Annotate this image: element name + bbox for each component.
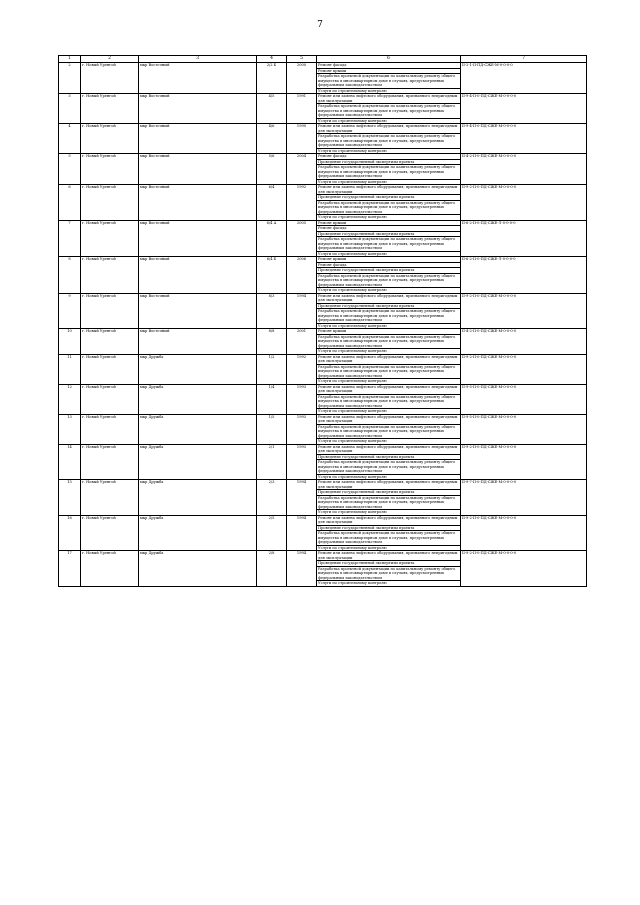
code-cell: II-9-5-II-0-ПД-СЖЕ-М-0-0-0-0 <box>461 384 587 414</box>
district-cell: мкр Дружба <box>139 384 257 414</box>
work-row <box>59 551 587 561</box>
work-type-cell: Ремонт или замена лифтового оборудования, признанного непригодным для эксплуатации <box>317 414 461 424</box>
city-cell: г. Новый Уренгой <box>81 220 139 257</box>
house-cell: 2/1 <box>257 444 287 480</box>
work-type-cell: Разработка проектной документации по капитальному ремонту общего имущества в многоквартирном доме в случаях, предусмотренных федеральным законодательством <box>317 424 461 439</box>
district-cell: мкр Восточный <box>139 293 257 329</box>
house-cell: 6/4 А <box>257 220 287 257</box>
row-number: 3 <box>59 94 81 124</box>
city-cell: г. Новый Уренгой <box>81 551 139 587</box>
work-row <box>59 220 587 226</box>
work-type-cell: Услуги по строительному контролю <box>317 288 461 294</box>
house-cell: 2/5 <box>257 515 287 551</box>
work-row <box>59 384 587 394</box>
district-cell: мкр Восточный <box>139 63 257 94</box>
code-cell: II-9-5-II-0-ПД-СЖЕ-М-0-0-0-0 <box>461 414 587 444</box>
work-type-cell: Проведение государственной экспертизы проекта <box>317 159 461 165</box>
work-type-cell: Услуги по строительному контролю <box>317 179 461 185</box>
work-row <box>59 515 587 525</box>
city-cell: г. Новый Уренгой <box>81 384 139 414</box>
row-number: 2 <box>59 63 81 94</box>
district-cell: мкр Дружба <box>139 480 257 516</box>
house-cell: 8/8 <box>257 329 287 355</box>
work-type-cell: Ремонт фасада <box>317 262 461 268</box>
district-cell: мкр Дружба <box>139 354 257 384</box>
work-type-cell: Ремонт или замена лифтового оборудования, признанного непригодным для эксплуатации <box>317 185 461 195</box>
header-cell: 7 <box>461 56 587 63</box>
row-number: 13 <box>59 414 81 444</box>
work-type-cell: Ремонт крыши <box>317 257 461 263</box>
work-type-cell: Проведение государственной экспертизы проекта <box>317 490 461 496</box>
row-number: 15 <box>59 480 81 516</box>
header-row <box>59 56 587 63</box>
work-type-cell: Разработка проектной документации по капитальному ремонту общего имущества в многоквартирном доме в случаях, предусмотренных федеральным законодательством <box>317 460 461 475</box>
house-cell: 4/5 <box>257 94 287 124</box>
repair-register-table <box>58 55 587 587</box>
house-cell: 2/3 <box>257 480 287 516</box>
code-cell: II-9-2-II-0-ПД-СЖЕ-М-0-0-0-0 <box>461 444 587 480</box>
work-type-cell: Ремонт или замена лифтового оборудования, признанного непригодным для эксплуатации <box>317 384 461 394</box>
header-cell: 1 <box>59 56 81 63</box>
year-cell: 2001 <box>287 329 317 355</box>
work-type-cell: Услуги по строительному контролю <box>317 148 461 154</box>
work-type-cell: Ремонт или замена лифтового оборудования, признанного непригодным для эксплуатации <box>317 293 461 303</box>
work-type-cell: Ремонт фасада <box>317 63 461 69</box>
work-row <box>59 329 587 335</box>
district-cell: мкр Дружба <box>139 444 257 480</box>
work-type-cell: Услуги по строительному контролю <box>317 510 461 516</box>
row-number: 16 <box>59 515 81 551</box>
district-cell: мкр Восточный <box>139 185 257 221</box>
work-type-cell: Разработка проектной документации по капитальному ремонту общего имущества в многоквартирном доме в случаях, предусмотренных федеральным законодательством <box>317 309 461 324</box>
work-type-cell: Ремонт или замена лифтового оборудования, признанного непригодным для эксплуатации <box>317 444 461 454</box>
work-row <box>59 354 587 364</box>
work-type-cell: Проведение государственной экспертизы проекта <box>317 561 461 567</box>
work-type-cell: Услуги по строительному контролю <box>317 88 461 94</box>
work-row <box>59 124 587 134</box>
year-cell: 2000 <box>287 63 317 94</box>
code-cell: II-9-4-II-0-ПД-СЖЕ-М-0-0-0-0 <box>461 94 587 124</box>
header-cell: 3 <box>139 56 257 63</box>
year-cell: 1993 <box>287 384 317 414</box>
house-cell: 4/6 <box>257 124 287 154</box>
work-type-cell: Разработка проектной документации по капитальному ремонту общего имущества в многоквартирном доме в случаях, предусмотренных федеральным законодательством <box>317 495 461 510</box>
code-cell: II-6-2-II-0-ПД-СЖЕ-Л-0-0-0-0 <box>461 257 587 294</box>
work-type-cell: Проведение государственной экспертизы проекта <box>317 268 461 274</box>
district-cell: мкр Восточный <box>139 329 257 355</box>
house-cell: 6/4 Б <box>257 257 287 294</box>
year-cell: 1990 <box>287 124 317 154</box>
work-type-cell: Ремонт крыши <box>317 329 461 335</box>
work-type-cell: Разработка проектной документации по капитальному ремонту общего имущества в многоквартирном доме в случаях, предусмотренных федеральным законодательством <box>317 200 461 215</box>
year-cell: 1994 <box>287 551 317 587</box>
house-cell: 1/4 <box>257 384 287 414</box>
work-type-cell: Разработка проектной документации по капитальному ремонту общего имущества в многоквартирном доме в случаях, предусмотренных федеральным законодательством <box>317 165 461 180</box>
house-cell: 2/8 <box>257 551 287 587</box>
row-number: 10 <box>59 329 81 355</box>
work-row <box>59 293 587 303</box>
house-cell: 1/5 <box>257 414 287 444</box>
year-cell: 1994 <box>287 293 317 329</box>
work-type-cell: Разработка проектной документации по капитальному ремонту общего имущества в многоквартирном доме в случаях, предусмотренных федеральным законодательством <box>317 394 461 409</box>
work-row <box>59 63 587 69</box>
work-type-cell: Проведение государственной экспертизы проекта <box>317 303 461 309</box>
work-type-cell: Услуги по строительному контролю <box>317 545 461 551</box>
work-type-cell: Ремонт крыши <box>317 220 461 226</box>
row-number: 11 <box>59 354 81 384</box>
city-cell: г. Новый Уренгой <box>81 480 139 516</box>
city-cell: г. Новый Уренгой <box>81 124 139 154</box>
year-cell: 1993 <box>287 414 317 444</box>
work-type-cell: Разработка проектной документации по капитальному ремонту общего имущества в многоквартирном доме в случаях, предусмотренных федеральным законодательством <box>317 237 461 252</box>
city-cell: г. Новый Уренгой <box>81 354 139 384</box>
house-cell: 5/6 <box>257 154 287 185</box>
work-type-cell: Разработка проектной документации по капитальному ремонту общего имущества в многоквартирном доме в случаях, предусмотренных федеральным законодательством <box>317 531 461 546</box>
work-type-cell: Услуги по строительному контролю <box>317 215 461 221</box>
district-cell: мкр Восточный <box>139 154 257 185</box>
row-number: 17 <box>59 551 81 587</box>
work-row <box>59 94 587 104</box>
work-type-cell: Разработка проектной документации по капитальному ремонту общего имущества в многоквартирном доме в случаях, предусмотренных федеральным законодательством <box>317 273 461 288</box>
district-cell: мкр Восточный <box>139 257 257 294</box>
work-type-cell: Ремонт или замена лифтового оборудования, признанного непригодным для эксплуатации <box>317 124 461 134</box>
table-body <box>59 56 587 587</box>
work-type-cell: Услуги по строительному контролю <box>317 581 461 587</box>
work-type-cell: Разработка проектной документации по капитальному ремонту общего имущества в многоквартирном доме в случаях, предусмотренных федеральным законодательством <box>317 74 461 89</box>
work-type-cell: Разработка проектной документации по капитальному ремонту общего имущества в многоквартирном доме в случаях, предусмотренных федеральным законодательством <box>317 566 461 581</box>
district-cell: мкр Дружба <box>139 551 257 587</box>
city-cell: г. Новый Уренгой <box>81 515 139 551</box>
header-cell: 4 <box>257 56 287 63</box>
work-type-cell: Ремонт или замена лифтового оборудования, признанного непригодным для эксплуатации <box>317 480 461 490</box>
year-cell: 1991 <box>287 94 317 124</box>
city-cell: г. Новый Уренгой <box>81 414 139 444</box>
year-cell: 1993 <box>287 444 317 480</box>
year-cell: 1994 <box>287 480 317 516</box>
city-cell: г. Новый Уренгой <box>81 444 139 480</box>
row-number: 4 <box>59 124 81 154</box>
row-number: 9 <box>59 293 81 329</box>
city-cell: г. Новый Уренгой <box>81 63 139 94</box>
work-type-cell: Услуги по строительному контролю <box>317 118 461 124</box>
header-cell: 2 <box>81 56 139 63</box>
work-row <box>59 154 587 160</box>
house-cell: 1/2 <box>257 354 287 384</box>
code-cell: II-9-2-II-0-ПД-СЖЕ-М-0-0-0-0 <box>461 293 587 329</box>
work-type-cell: Разработка проектной документации по капитальному ремонту общего имущества в многоквартирном доме в случаях, предусмотренных федеральным законодательством <box>317 334 461 349</box>
district-cell: мкр Дружба <box>139 414 257 444</box>
work-type-cell: Проведение государственной экспертизы проекта <box>317 525 461 531</box>
city-cell: г. Новый Уренгой <box>81 185 139 221</box>
house-cell: 8/3 <box>257 293 287 329</box>
row-number: 7 <box>59 220 81 257</box>
work-type-cell: Услуги по строительному контролю <box>317 323 461 329</box>
work-row <box>59 257 587 263</box>
work-type-cell: Ремонт фасада <box>317 154 461 160</box>
house-cell: 6/4 <box>257 185 287 221</box>
work-type-cell: Услуги по строительному контролю <box>317 409 461 415</box>
year-cell: 1992 <box>287 354 317 384</box>
row-number: 6 <box>59 185 81 221</box>
city-cell: г. Новый Уренгой <box>81 329 139 355</box>
work-type-cell: Ремонт или замена лифтового оборудования, признанного непригодным для эксплуатации <box>317 94 461 104</box>
city-cell: г. Новый Уренгой <box>81 257 139 294</box>
code-cell: II-9-2-II-0-ПД-СЖЕ-М-0-0-0-0 <box>461 185 587 221</box>
work-type-cell: Ремонт или замена лифтового оборудования, признанного непригодным для эксплуатации <box>317 354 461 364</box>
code-cell: II-9-7-II-0-ПД-СЖЕ-М-0-0-0-0 <box>461 480 587 516</box>
work-type-cell: Услуги по строительному контролю <box>317 379 461 385</box>
row-number: 14 <box>59 444 81 480</box>
work-type-cell: Ремонт фасада <box>317 226 461 232</box>
row-number: 12 <box>59 384 81 414</box>
code-cell: II-9-2-II-0-ПД-СЖЕ-М-0-0-0-0 <box>461 515 587 551</box>
year-cell: 2006 <box>287 257 317 294</box>
house-cell: 2/2 Б <box>257 63 287 94</box>
city-cell: г. Новый Уренгой <box>81 293 139 329</box>
work-row <box>59 414 587 424</box>
code-cell: II-9-2-II-0-ПД-СЖЕ-М-0-0-0-0 <box>461 354 587 384</box>
work-type-cell: Услуги по строительному контролю <box>317 439 461 445</box>
district-cell: мкр Восточный <box>139 124 257 154</box>
year-cell: 1994 <box>287 515 317 551</box>
work-type-cell: Проведение государственной экспертизы проекта <box>317 195 461 201</box>
work-type-cell: Ремонт или замена лифтового оборудования, признанного непригодным для эксплуатации <box>317 515 461 525</box>
work-type-cell: Ремонт крыши <box>317 68 461 74</box>
city-cell: г. Новый Уренгой <box>81 154 139 185</box>
work-type-cell: Проведение государственной экспертизы проекта <box>317 454 461 460</box>
row-number: 5 <box>59 154 81 185</box>
code-cell: II-4-2-II-0-ПД-СЖЕ-М-0-0-0-0 <box>461 154 587 185</box>
code-cell: II-4-2-II-0-ПД-СЖЕ-М-0-0-0-0 <box>461 329 587 355</box>
header-cell: 6 <box>317 56 461 63</box>
district-cell: мкр Дружба <box>139 515 257 551</box>
work-type-cell: Разработка проектной документации по капитальному ремонту общего имущества в многоквартирном доме в случаях, предусмотренных федеральным законодательством <box>317 364 461 379</box>
work-type-cell: Разработка проектной документации по капитальному ремонту общего имущества в многоквартирном доме в случаях, предусмотренных федеральным законодательством <box>317 104 461 119</box>
work-type-cell: Услуги по строительному контролю <box>317 474 461 480</box>
district-cell: мкр Восточный <box>139 94 257 124</box>
code-cell: II-6-2-II-0-ПД-СЖЕ-Л-0-0-0-0 <box>461 220 587 257</box>
year-cell: 1992 <box>287 185 317 221</box>
work-row <box>59 480 587 490</box>
district-cell: мкр Восточный <box>139 220 257 257</box>
city-cell: г. Новый Уренгой <box>81 94 139 124</box>
work-row <box>59 444 587 454</box>
work-type-cell: Услуги по строительному контролю <box>317 251 461 257</box>
year-cell: 2004 <box>287 154 317 185</box>
row-number: 8 <box>59 257 81 294</box>
header-cell: 5 <box>287 56 317 63</box>
work-type-cell: Разработка проектной документации по капитальному ремонту общего имущества в многоквартирном доме в случаях, предусмотренных федеральным законодательством <box>317 134 461 149</box>
code-cell: II-9-2-II-0-ПД-СЖЕ-М-0-0-0-0 <box>461 551 587 587</box>
page-number: 7 <box>317 20 323 30</box>
code-cell: II-2-1-II-ПД-СЖЕ-М-0-0-0-0 <box>461 63 587 94</box>
year-cell: 2005 <box>287 220 317 257</box>
code-cell: II-9-4-II-0-ПД-СЖЕ-М-0-0-0-0 <box>461 124 587 154</box>
work-type-cell: Проведение государственной экспертизы проекта <box>317 231 461 237</box>
work-type-cell: Услуги по строительному контролю <box>317 349 461 355</box>
work-type-cell: Ремонт или замена лифтового оборудования, признанного непригодным для эксплуатации <box>317 551 461 561</box>
work-row <box>59 185 587 195</box>
